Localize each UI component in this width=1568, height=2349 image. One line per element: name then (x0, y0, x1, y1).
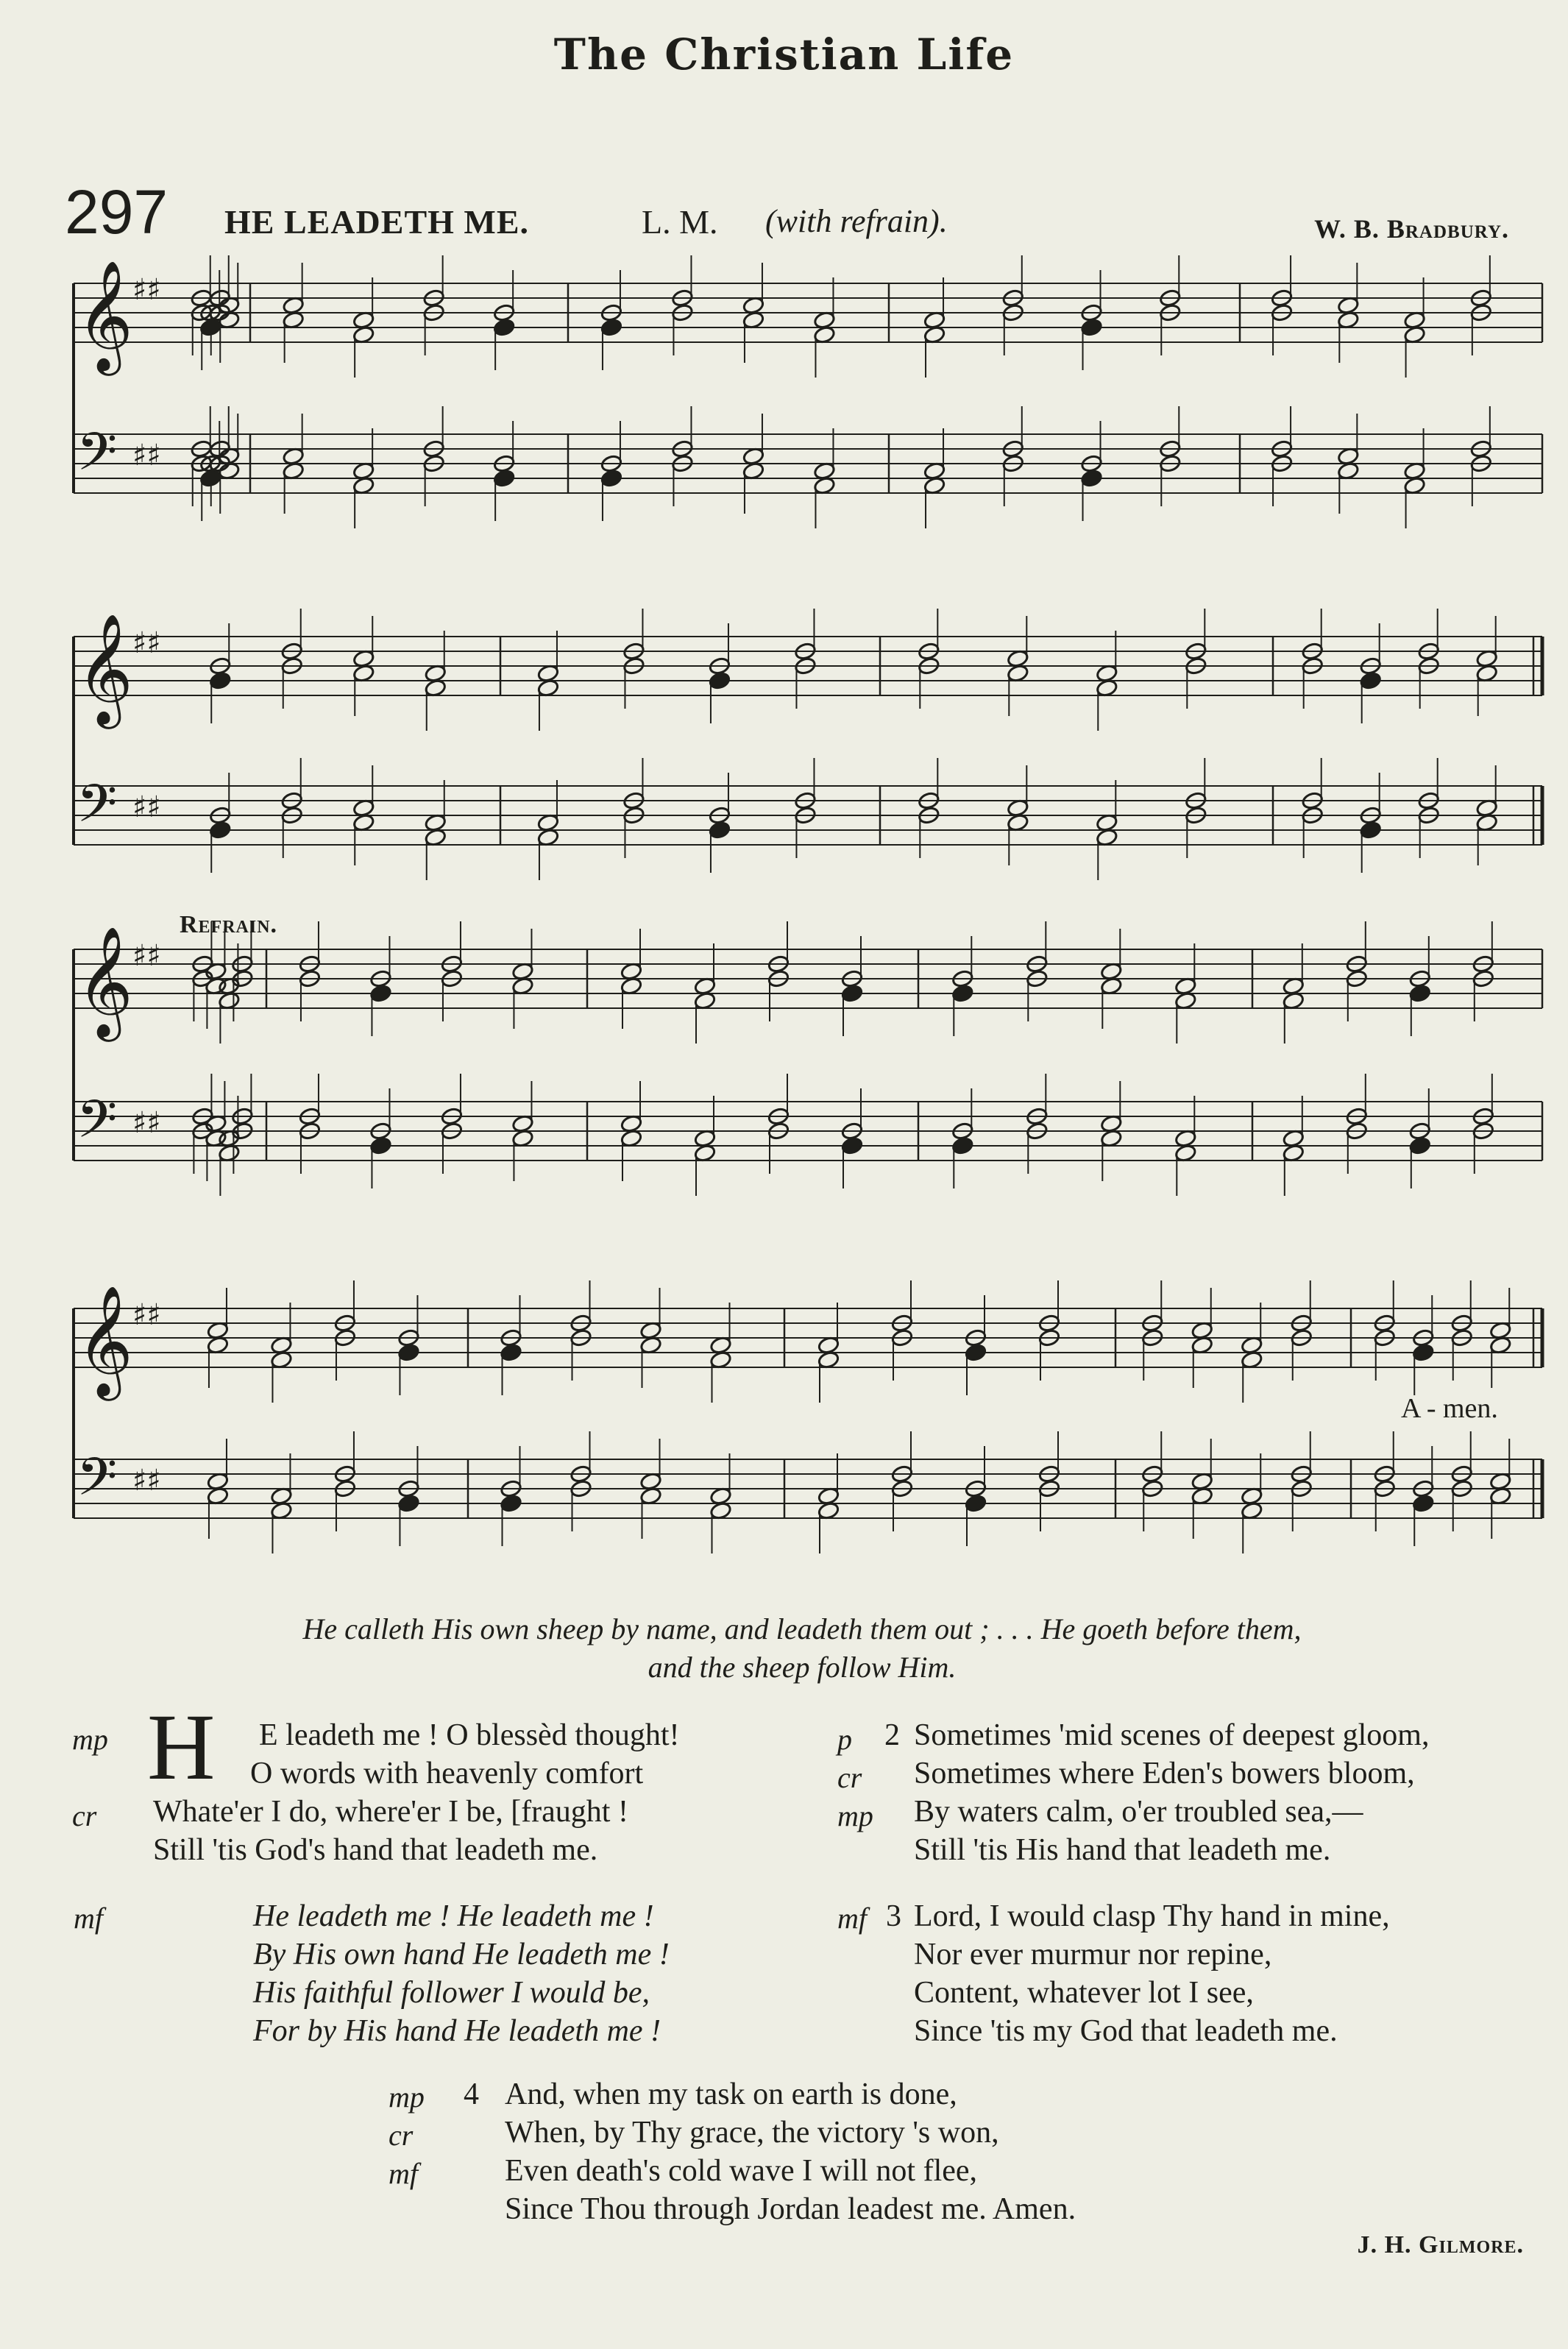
stanza2-dynamic-cr: cr (837, 1761, 862, 1794)
note-head-161 (209, 671, 232, 690)
bass-clef-s1: 𝄢 (77, 773, 118, 847)
stanza4-line-3: Even death's cold wave I will not flee, (505, 2154, 978, 2188)
epigraph (88, 1610, 1516, 1687)
note-head-265 (1359, 671, 1382, 690)
stanza2-line-1: Sometimes 'mid scenes of deepest gloom, (914, 1718, 1430, 1752)
refrain-line-3: His faithful follower I would be, (253, 1976, 650, 2010)
refrain-dynamic-mf: mf (74, 1902, 103, 1935)
stanza1-line-1: E leadeth me ! O blessèd thought! (259, 1718, 680, 1752)
note-head-377 (841, 984, 864, 1003)
hymn-number: 297 (65, 177, 168, 247)
running-head: The Christian Life (553, 29, 1015, 79)
key-signature-s2-treble: ♯♯ (132, 939, 161, 973)
note-head-213 (709, 821, 731, 840)
note-head-589 (1412, 1494, 1435, 1513)
note-head-585 (1412, 1343, 1435, 1362)
refrain-line-1: He leadeth me ! He leadeth me ! (253, 1899, 654, 1933)
stanza1-line-3: Whate'er I do, where'er I be, [fraught ! (153, 1795, 628, 1829)
note-head-165 (209, 821, 232, 840)
amen-label: A - men. (1401, 1393, 1498, 1424)
note-head-269 (1359, 821, 1382, 840)
stanza3-line-4: Since 'tis my God that leadeth me. (914, 2014, 1338, 2048)
note-head-485 (500, 1494, 522, 1513)
stanza1-line-2: O words with heavenly comfort (250, 1757, 644, 1790)
key-signature-s2-bass: ♯♯ (132, 1106, 161, 1140)
lyricist-credit: J. H. Gilmore. (1357, 2231, 1524, 2258)
note-head-329 (369, 984, 392, 1003)
stanza4-dynamic-mp: mp (389, 2080, 425, 2114)
bass-clef-s2: 𝄢 (77, 1089, 118, 1163)
stanza4-line-4: Since Thou through Jordan leadest me. Amen. (505, 2192, 1076, 2226)
refrain-label: Refrain. (180, 911, 278, 938)
stanza2-line-2: Sometimes where Eden's bowers bloom, (914, 1757, 1415, 1790)
key-signature-s0-bass: ♯♯ (132, 439, 161, 472)
bass-clef-s3: 𝄢 (77, 1447, 118, 1520)
note-head-437 (1409, 1136, 1432, 1155)
stanza1-dynamic-mp: mp (72, 1723, 108, 1756)
hymn-title: HE LEADETH ME. (224, 203, 530, 241)
epigraph-line-2: and the sheep follow Him. (648, 1651, 957, 1684)
note-head-477 (397, 1494, 420, 1513)
note-head-333 (369, 1136, 392, 1155)
refrain-line-4: For by His hand He leadeth me ! (253, 2014, 661, 2048)
note-head-433 (1409, 984, 1432, 1003)
key-signature-s3-bass: ♯♯ (132, 1464, 161, 1498)
composer-credit: W. B. Bradbury. (1314, 214, 1509, 244)
note-head-533 (965, 1494, 987, 1513)
key-signature-s3-treble: ♯♯ (132, 1298, 161, 1332)
note-head-65 (600, 318, 623, 337)
stanza4-dynamic-cr: cr (389, 2119, 414, 2152)
stanza4-line-1: And, when my task on earth is done, (505, 2077, 957, 2111)
note-head-481 (500, 1343, 522, 1362)
stanza4-number: 4 (464, 2077, 479, 2111)
note-head-389 (951, 1136, 974, 1155)
note-head-117 (1080, 469, 1103, 488)
stanza2-dynamic-p: p (837, 1723, 852, 1756)
treble-clef-s3: 𝄞 (77, 1284, 133, 1396)
note-head-209 (709, 671, 731, 690)
note-head-381 (841, 1136, 864, 1155)
stanza3-number: 3 (886, 1899, 901, 1933)
note-head-57 (493, 318, 516, 337)
bass-clef-s0: 𝄢 (77, 422, 118, 495)
note-head-113 (1080, 318, 1103, 337)
stanza2-line-3: By waters calm, o'er troubled sea,— (914, 1795, 1363, 1829)
note-head-529 (965, 1343, 987, 1362)
key-signature-s1-bass: ♯♯ (132, 790, 161, 824)
stanza1-dropcap: H (147, 1695, 216, 1799)
key-signature-s0-treble: ♯♯ (132, 273, 161, 307)
refrain-line-2: By His own hand He leadeth me ! (253, 1938, 670, 1971)
stanza2-dynamic-mp: mp (837, 1799, 873, 1832)
note-head-69 (600, 469, 623, 488)
note-head-385 (951, 984, 974, 1003)
note-head-473 (397, 1343, 420, 1362)
hymn-meter: L. M. (642, 203, 718, 241)
stanza3-line-3: Content, whatever lot I see, (914, 1976, 1254, 2010)
treble-clef-s1: 𝄞 (77, 612, 133, 724)
stanza1-line-4: Still 'tis God's hand that leadeth me. (153, 1833, 598, 1867)
stanza3-line-2: Nor ever murmur nor repine, (914, 1938, 1272, 1971)
key-signature-s1-treble: ♯♯ (132, 626, 161, 660)
epigraph-line-1: He calleth His own sheep by name, and leadeth them out ; . . . He goeth before them, (302, 1612, 1302, 1645)
stanza4-line-2: When, by Thy grace, the victory 's won, (505, 2116, 999, 2150)
stanza4-dynamic-mf: mf (389, 2157, 418, 2190)
stanza2-line-4: Still 'tis His hand that leadeth me. (914, 1833, 1331, 1867)
treble-clef-s2: 𝄞 (77, 925, 133, 1037)
treble-clef-s0: 𝄞 (77, 259, 133, 371)
stanza2-number: 2 (884, 1718, 900, 1752)
hymn-meter-note: (with refrain). (765, 203, 948, 239)
stanza3-dynamic-mf: mf (837, 1902, 867, 1935)
stanza1-dynamic-cr: cr (72, 1799, 97, 1832)
note-head-61 (493, 469, 516, 488)
stanza3-line-1: Lord, I would clasp Thy hand in mine, (914, 1899, 1390, 1933)
